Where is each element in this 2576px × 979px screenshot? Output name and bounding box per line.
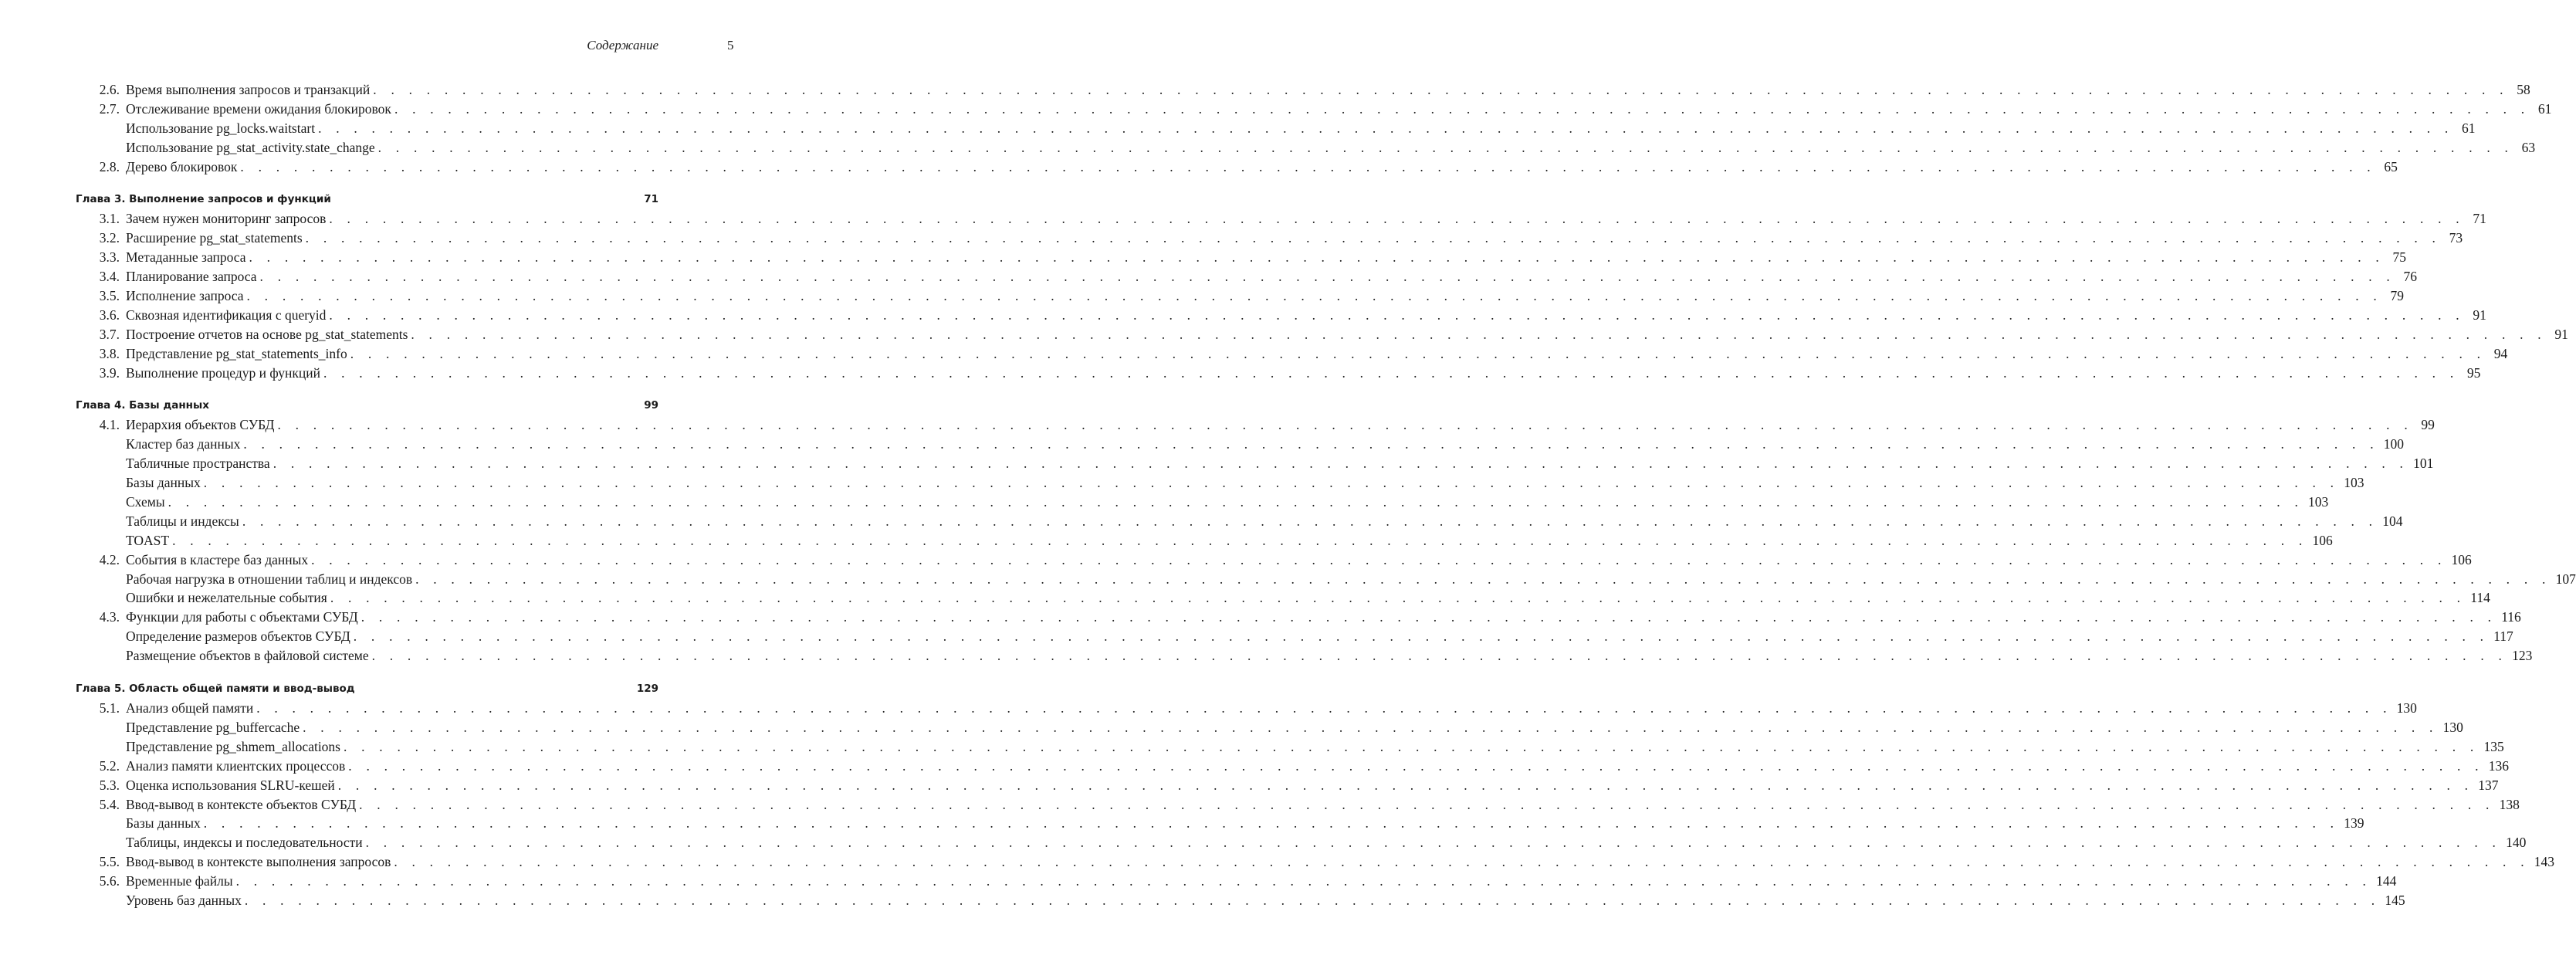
section-number: 3.8. xyxy=(99,345,120,361)
section-page: 106 xyxy=(2451,551,2472,567)
section-title: Определение размеров объектов СУБД xyxy=(126,628,350,645)
dot-leader: . . . . . . . . . . . . . . . . . . . . . . . . . . . . . . . . . . . . . . . . . . . . . . . . . . . . . . . . . . . . . . . . . . . . . . . . . . . . . . . . . . . . . . . . . . . . . . . . . . . . . . . . . . . . . . . . . . . . . . . . xyxy=(415,571,2551,587)
section-page: 139 xyxy=(2344,815,2364,832)
section-page: 76 xyxy=(2403,269,2417,285)
chapter-title: Глава 3. Выполнение запросов и функций xyxy=(76,193,331,206)
dot-leader: . . . . . . . . . . . . . . . . . . . . . . . . . . . . . . . . . . . . . . . . . . . . . . . . . . . . . . . . . . . . . . . . . . . . . . . . . . . . . . . . . . . . . . . . . . . . . . . . . . . . . . . . . . . . . . . . . . . . . . . . xyxy=(344,738,2480,754)
dot-leader: . . . . . . . . . . . . . . . . . . . . . . . . . . . . . . . . . . . . . . . . . . . . . . . . . . . . . . . . . . . . . . . . . . . . . . . . . . . . . . . . . . . . . . . . . . . . . . . . . . . . . . . . . . . . . . . . . . . . . . . . xyxy=(240,158,2376,174)
section-title: Дерево блокировок xyxy=(126,158,238,174)
toc-entry[interactable] xyxy=(76,415,2435,435)
section-number: 4.2. xyxy=(99,551,120,567)
toc-entry[interactable] xyxy=(76,852,2555,872)
section-title: Схемы xyxy=(126,494,165,510)
dot-leader: . . . . . . . . . . . . . . . . . . . . . . . . . . . . . . . . . . . . . . . . . . . . . . . . . . . . . . . . . . . . . . . . . . . . . . . . . . . . . . . . . . . . . . . . . . . . . . . . . . . . . . . . . . . . . . . . . . . . . . . . xyxy=(359,796,2495,812)
toc-entry[interactable] xyxy=(76,550,2472,570)
section-number: 5.5. xyxy=(99,854,120,870)
section-page: 103 xyxy=(2308,494,2329,510)
section-title: Иерархия объектов СУБД xyxy=(126,417,275,433)
section-title: Расширение pg_stat_statements xyxy=(126,230,303,246)
dot-leader: . . . . . . . . . . . . . . . . . . . . . . . . . . . . . . . . . . . . . . . . . . . . . . . . . . . . . . . . . . . . . . . . . . . . . . . . . . . . . . . . . . . . . . . . . . . . . . . . . . . . . . . . . . . . . . . . . . . . . . . . xyxy=(203,475,2340,491)
section-title: Использование pg_stat_activity.state_change xyxy=(126,139,375,155)
dot-leader: . . . . . . . . . . . . . . . . . . . . . . . . . . . . . . . . . . . . . . . . . . . . . . . . . . . . . . . . . . . . . . . . . . . . . . . . . . . . . . . . . . . . . . . . . . . . . . . . . . . . . . . . . . . . . . . . . . . . . . . . xyxy=(244,892,2381,908)
toc-entry[interactable] xyxy=(76,512,2403,531)
toc-section xyxy=(76,190,2568,382)
section-title: Сквозная идентификация с queryid xyxy=(126,307,327,323)
section-number: 3.6. xyxy=(99,307,120,323)
section-number xyxy=(76,737,126,757)
toc-entry[interactable] xyxy=(76,570,2576,589)
section-page: 137 xyxy=(2478,777,2499,793)
section-title: Время выполнения запросов и транзакций xyxy=(126,82,371,97)
section-page: 136 xyxy=(2488,757,2509,774)
section-title: Выполнение процедур и функций xyxy=(126,364,320,381)
section-number xyxy=(76,891,126,910)
toc-entry[interactable] xyxy=(76,718,2463,737)
toc-entry[interactable] xyxy=(76,306,2486,325)
toc-entry[interactable] xyxy=(76,138,2536,158)
dot-leader: . . . . . . . . . . . . . . . . . . . . . . . . . . . . . . . . . . . . . . . . . . . . . . . . . . . . . . . . . . . . . . . . . . . . . . . . . . . . . . . . . . . . . . . . . . . . . . . . . . . . . . . . . . . . . . . . . . . . . . . . xyxy=(311,551,2447,567)
section-title: TOAST xyxy=(126,532,170,548)
toc-entry[interactable] xyxy=(76,776,2499,795)
section-page: 61 xyxy=(2537,100,2552,117)
chapter-page: 99 xyxy=(644,399,658,412)
section-number xyxy=(76,454,126,473)
section-title: Метаданные запроса xyxy=(126,249,246,266)
dot-leader: . . . . . . . . . . . . . . . . . . . . . . . . . . . . . . . . . . . . . . . . . . . . . . . . . . . . . . . . . . . . . . . . . . . . . . . . . . . . . . . . . . . . . . . . . . . . . . . . . . . . . . . . . . . . . . . . . . . . . . . . xyxy=(361,609,2497,625)
dot-leader: . . . . . . . . . . . . . . . . . . . . . . . . . . . . . . . . . . . . . . . . . . . . . . . . . . . . . . . . . . . . . . . . . . . . . . . . . . . . . . . . . . . . . . . . . . . . . . . . . . . . . . . . . . . . . . . . . . . . . . . . xyxy=(329,211,2465,227)
section-page: 107 xyxy=(2555,571,2576,587)
chapter-page: 129 xyxy=(636,683,658,696)
toc-entry[interactable] xyxy=(76,608,2521,627)
chapter-heading[interactable] xyxy=(76,396,658,415)
dot-leader: . . . . . . . . . . . . . . . . . . . . . . . . . . . . . . . . . . . . . . . . . . . . . . . . . . . . . . . . . . . . . . . . . . . . . . . . . . . . . . . . . . . . . . . . . . . . . . . . . . . . . . . . . . . . . . . . . . . . . . . . xyxy=(348,757,2484,774)
toc-entry[interactable] xyxy=(76,473,2364,493)
toc-entry[interactable] xyxy=(76,119,2476,138)
section-title: Базы данных xyxy=(126,815,201,832)
section-page: 116 xyxy=(2501,609,2521,625)
section-title: Таблицы, индексы и последовательности xyxy=(126,835,363,851)
dot-leader: . . . . . . . . . . . . . . . . . . . . . . . . . . . . . . . . . . . . . . . . . . . . . . . . . . . . . . . . . . . . . . . . . . . . . . . . . . . . . . . . . . . . . . . . . . . . . . . . . . . . . . . . . . . . . . . . . . . . . . . . xyxy=(249,249,2385,266)
dot-leader: . . . . . . . . . . . . . . . . . . . . . . . . . . . . . . . . . . . . . . . . . . . . . . . . . . . . . . . . . . . . . . . . . . . . . . . . . . . . . . . . . . . . . . . . . . . . . . . . . . . . . . . . . . . . . . . . . . . . . . . . xyxy=(365,835,2502,851)
toc-entry[interactable] xyxy=(76,795,2520,815)
section-page: 71 xyxy=(2473,211,2486,227)
dot-leader: . . . . . . . . . . . . . . . . . . . . . . . . . . . . . . . . . . . . . . . . . . . . . . . . . . . . . . . . . . . . . . . . . . . . . . . . . . . . . . . . . . . . . . . . . . . . . . . . . . . . . . . . . . . . . . . . . . . . . . . . xyxy=(246,288,2382,304)
toc-entry[interactable] xyxy=(76,248,2406,267)
table-of-contents xyxy=(76,80,2576,910)
dot-leader: . . . . . . . . . . . . . . . . . . . . . . . . . . . . . . . . . . . . . . . . . . . . . . . . . . . . . . . . . . . . . . . . . . . . . . . . . . . . . . . . . . . . . . . . . . . . . . . . . . . . . . . . . . . . . . . . . . . . . . . . xyxy=(277,417,2413,433)
section-number xyxy=(76,435,126,454)
toc-entry[interactable] xyxy=(76,493,2329,512)
toc-entry[interactable] xyxy=(76,814,2364,833)
dot-leader: . . . . . . . . . . . . . . . . . . . . . . . . . . . . . . . . . . . . . . . . . . . . . . . . . . . . . . . . . . . . . . . . . . . . . . . . . . . . . . . . . . . . . . . . . . . . . . . . . . . . . . . . . . . . . . . . . . . . . . . . xyxy=(242,513,2378,529)
section-page: 63 xyxy=(2521,139,2536,155)
section-page: 61 xyxy=(2462,120,2476,136)
toc-entry[interactable] xyxy=(76,344,2508,364)
dot-leader: . . . . . . . . . . . . . . . . . . . . . . . . . . . . . . . . . . . . . . . . . . . . . . . . . . . . . . . . . . . . . . . . . . . . . . . . . . . . . . . . . . . . . . . . . . . . . . . . . . . . . . . . . . . . . . . . . . . . . . . . xyxy=(168,494,2304,510)
section-page: 91 xyxy=(2473,307,2486,323)
section-page: 140 xyxy=(2506,835,2527,851)
section-number xyxy=(76,119,126,138)
section-number: 2.8. xyxy=(99,158,120,174)
section-number xyxy=(76,833,126,852)
toc-entry[interactable] xyxy=(76,646,2533,666)
section-title: Ввод-вывод в контексте выполнения запросов xyxy=(126,854,391,870)
toc-entry[interactable] xyxy=(76,757,2509,776)
dot-leader: . . . . . . . . . . . . . . . . . . . . . . . . . . . . . . . . . . . . . . . . . . . . . . . . . . . . . . . . . . . . . . . . . . . . . . . . . . . . . . . . . . . . . . . . . . . . . . . . . . . . . . . . . . . . . . . . . . . . . . . . xyxy=(203,815,2340,832)
toc-entry[interactable] xyxy=(76,158,2398,177)
section-title: Использование pg_locks.waitstart xyxy=(126,120,316,136)
dot-leader: . . . . . . . . . . . . . . . . . . . . . . . . . . . . . . . . . . . . . . . . . . . . . . . . . . . . . . . . . . . . . . . . . . . . . . . . . . . . . . . . . . . . . . . . . . . . . . . . . . . . . . . . . . . . . . . . . . . . . . . . xyxy=(305,230,2442,246)
section-title: Планирование запроса xyxy=(126,269,257,285)
section-title: Представление pg_stat_statements_info xyxy=(126,345,347,361)
section-number: 5.2. xyxy=(99,757,120,774)
section-page: 144 xyxy=(2376,873,2397,889)
section-page: 95 xyxy=(2466,364,2481,381)
section-title: Оценка использования SLRU-кешей xyxy=(126,777,335,793)
toc-entry[interactable] xyxy=(76,588,2490,608)
toc-entry[interactable] xyxy=(76,100,2552,119)
section-number xyxy=(76,718,126,737)
section-number xyxy=(76,588,126,608)
toc-entry[interactable] xyxy=(76,531,2333,550)
section-title: Кластер баз данных xyxy=(126,436,241,452)
section-title: Табличные пространства xyxy=(126,456,270,472)
section-page: 58 xyxy=(2517,82,2530,97)
toc-entry[interactable] xyxy=(76,435,2405,454)
section-number xyxy=(76,473,126,493)
section-number: 3.4. xyxy=(99,269,120,285)
section-number: 2.7. xyxy=(99,100,120,117)
section-number xyxy=(76,493,126,512)
section-title: Представление pg_shmem_allocations xyxy=(126,738,340,754)
section-title: Анализ памяти клиентских процессов xyxy=(126,757,346,774)
section-page: 130 xyxy=(2442,719,2463,735)
section-title: Таблицы и индексы xyxy=(126,513,239,529)
section-title: Исполнение запроса xyxy=(126,288,244,304)
section-page: 94 xyxy=(2493,345,2508,361)
dot-leader: . . . . . . . . . . . . . . . . . . . . . . . . . . . . . . . . . . . . . . . . . . . . . . . . . . . . . . . . . . . . . . . . . . . . . . . . . . . . . . . . . . . . . . . . . . . . . . . . . . . . . . . . . . . . . . . . . . . . . . . . xyxy=(394,854,2530,870)
toc-entry[interactable] xyxy=(76,833,2527,852)
toc-entry[interactable] xyxy=(76,229,2463,248)
chapter-heading[interactable] xyxy=(76,190,658,209)
section-page: 104 xyxy=(2382,513,2403,529)
section-number xyxy=(76,570,126,589)
section-number: 4.3. xyxy=(99,609,120,625)
section-page: 75 xyxy=(2392,249,2406,266)
section-title: Функции для работы с объектами СУБД xyxy=(126,609,358,625)
section-page: 100 xyxy=(2383,436,2405,452)
dot-leader: . . . . . . . . . . . . . . . . . . . . . . . . . . . . . . . . . . . . . . . . . . . . . . . . . . . . . . . . . . . . . . . . . . . . . . . . . . . . . . . . . . . . . . . . . . . . . . . . . . . . . . . . . . . . . . . . . . . . . . . . xyxy=(373,82,2509,97)
dot-leader: . . . . . . . . . . . . . . . . . . . . . . . . . . . . . . . . . . . . . . . . . . . . . . . . . . . . . . . . . . . . . . . . . . . . . . . . . . . . . . . . . . . . . . . . . . . . . . . . . . . . . . . . . . . . . . . . . . . . . . . . xyxy=(243,436,2379,452)
toc-entry[interactable] xyxy=(76,699,2417,718)
section-page: 138 xyxy=(2499,796,2520,812)
section-title: Размещение объектов в файловой системе xyxy=(126,648,369,664)
dot-leader: . . . . . . . . . . . . . . . . . . . . . . . . . . . . . . . . . . . . . . . . . . . . . . . . . . . . . . . . . . . . . . . . . . . . . . . . . . . . . . . . . . . . . . . . . . . . . . . . . . . . . . . . . . . . . . . . . . . . . . . . xyxy=(337,777,2474,793)
section-title: События в кластере баз данных xyxy=(126,551,309,567)
section-number: 5.3. xyxy=(99,777,120,793)
toc-entry[interactable] xyxy=(76,80,2530,100)
dot-leader: . . . . . . . . . . . . . . . . . . . . . . . . . . . . . . . . . . . . . . . . . . . . . . . . . . . . . . . . . . . . . . . . . . . . . . . . . . . . . . . . . . . . . . . . . . . . . . . . . . . . . . . . . . . . . . . . . . . . . . . . xyxy=(377,139,2514,155)
section-number xyxy=(76,531,126,550)
toc-section xyxy=(76,396,2576,666)
section-page: 130 xyxy=(2396,700,2417,716)
dot-leader: . . . . . . . . . . . . . . . . . . . . . . . . . . . . . . . . . . . . . . . . . . . . . . . . . . . . . . . . . . . . . . . . . . . . . . . . . . . . . . . . . . . . . . . . . . . . . . . . . . . . . . . . . . . . . . . . . . . . . . . . xyxy=(394,100,2530,117)
dot-leader: . . . . . . . . . . . . . . . . . . . . . . . . . . . . . . . . . . . . . . . . . . . . . . . . . . . . . . . . . . . . . . . . . . . . . . . . . . . . . . . . . . . . . . . . . . . . . . . . . . . . . . . . . . . . . . . . . . . . . . . . xyxy=(272,456,2409,472)
section-title: Временные файлы xyxy=(126,873,233,889)
section-title: Уровень баз данных xyxy=(126,892,242,908)
section-page: 114 xyxy=(2470,590,2490,606)
dot-leader: . . . . . . . . . . . . . . . . . . . . . . . . . . . . . . . . . . . . . . . . . . . . . . . . . . . . . . . . . . . . . . . . . . . . . . . . . . . . . . . . . . . . . . . . . . . . . . . . . . . . . . . . . . . . . . . . . . . . . . . . xyxy=(303,719,2439,735)
dot-leader: . . . . . . . . . . . . . . . . . . . . . . . . . . . . . . . . . . . . . . . . . . . . . . . . . . . . . . . . . . . . . . . . . . . . . . . . . . . . . . . . . . . . . . . . . . . . . . . . . . . . . . . . . . . . . . . . . . . . . . . . xyxy=(353,628,2490,645)
toc-entry[interactable] xyxy=(76,286,2404,306)
section-number: 2.6. xyxy=(99,82,120,97)
dot-leader: . . . . . . . . . . . . . . . . . . . . . . . . . . . . . . . . . . . . . . . . . . . . . . . . . . . . . . . . . . . . . . . . . . . . . . . . . . . . . . . . . . . . . . . . . . . . . . . . . . . . . . . . . . . . . . . . . . . . . . . . xyxy=(330,590,2466,606)
dot-leader: . . . . . . . . . . . . . . . . . . . . . . . . . . . . . . . . . . . . . . . . . . . . . . . . . . . . . . . . . . . . . . . . . . . . . . . . . . . . . . . . . . . . . . . . . . . . . . . . . . . . . . . . . . . . . . . . . . . . . . . . xyxy=(323,364,2459,381)
chapter-title: Глава 5. Область общей памяти и ввод-вывод xyxy=(76,683,355,696)
section-number: 5.6. xyxy=(99,873,120,889)
section-number: 3.9. xyxy=(99,364,120,381)
dot-leader: . . . . . . . . . . . . . . . . . . . . . . . . . . . . . . . . . . . . . . . . . . . . . . . . . . . . . . . . . . . . . . . . . . . . . . . . . . . . . . . . . . . . . . . . . . . . . . . . . . . . . . . . . . . . . . . . . . . . . . . . xyxy=(172,532,2308,548)
section-title: Представление pg_buffercache xyxy=(126,719,300,735)
page-number: 5 xyxy=(727,38,734,53)
dot-leader: . . . . . . . . . . . . . . . . . . . . . . . . . . . . . . . . . . . . . . . . . . . . . . . . . . . . . . . . . . . . . . . . . . . . . . . . . . . . . . . . . . . . . . . . . . . . . . . . . . . . . . . . . . . . . . . . . . . . . . . . xyxy=(235,873,2372,889)
toc-entry[interactable] xyxy=(76,737,2504,757)
dot-leader: . . . . . . . . . . . . . . . . . . . . . . . . . . . . . . . . . . . . . . . . . . . . . . . . . . . . . . . . . . . . . . . . . . . . . . . . . . . . . . . . . . . . . . . . . . . . . . . . . . . . . . . . . . . . . . . . . . . . . . . . xyxy=(259,269,2395,285)
toc-entry[interactable] xyxy=(76,627,2513,646)
toc-entry[interactable] xyxy=(76,325,2568,344)
toc-entry[interactable] xyxy=(76,454,2434,473)
section-number xyxy=(76,138,126,158)
section-page: 99 xyxy=(2421,417,2435,433)
toc-entry[interactable] xyxy=(76,209,2486,229)
section-title: Построение отчетов на основе pg_stat_statements xyxy=(126,326,408,342)
section-title: Зачем нужен мониторинг запросов xyxy=(126,211,327,227)
chapter-heading[interactable] xyxy=(76,679,658,699)
running-header-title: Содержание xyxy=(587,38,658,53)
section-number: 4.1. xyxy=(99,417,120,433)
section-number: 3.2. xyxy=(99,230,120,246)
section-number: 5.1. xyxy=(99,700,120,716)
section-number xyxy=(76,627,126,646)
section-page: 91 xyxy=(2554,326,2568,342)
section-number: 3.3. xyxy=(99,249,120,266)
section-number xyxy=(76,646,126,666)
section-title: Анализ общей памяти xyxy=(126,700,254,716)
section-number xyxy=(76,814,126,833)
section-title: Рабочая нагрузка в отношении таблиц и индексов xyxy=(126,571,413,587)
section-page: 103 xyxy=(2344,475,2364,491)
toc-entry[interactable] xyxy=(76,891,2405,910)
section-title: Ввод-вывод в контексте объектов СУБД xyxy=(126,796,357,812)
section-page: 145 xyxy=(2385,892,2405,908)
section-page: 79 xyxy=(2390,288,2404,304)
section-page: 106 xyxy=(2312,532,2333,548)
dot-leader: . . . . . . . . . . . . . . . . . . . . . . . . . . . . . . . . . . . . . . . . . . . . . . . . . . . . . . . . . . . . . . . . . . . . . . . . . . . . . . . . . . . . . . . . . . . . . . . . . . . . . . . . . . . . . . . . . . . . . . . . xyxy=(411,326,2547,342)
section-number: 3.5. xyxy=(99,288,120,304)
section-number: 3.1. xyxy=(99,211,120,227)
dot-leader: . . . . . . . . . . . . . . . . . . . . . . . . . . . . . . . . . . . . . . . . . . . . . . . . . . . . . . . . . . . . . . . . . . . . . . . . . . . . . . . . . . . . . . . . . . . . . . . . . . . . . . . . . . . . . . . . . . . . . . . . xyxy=(329,307,2465,323)
toc-entry[interactable] xyxy=(76,872,2397,891)
section-page: 101 xyxy=(2413,456,2434,472)
section-number: 3.7. xyxy=(99,326,120,342)
dot-leader: . . . . . . . . . . . . . . . . . . . . . . . . . . . . . . . . . . . . . . . . . . . . . . . . . . . . . . . . . . . . . . . . . . . . . . . . . . . . . . . . . . . . . . . . . . . . . . . . . . . . . . . . . . . . . . . . . . . . . . . . xyxy=(371,648,2508,664)
chapter-title: Глава 4. Базы данных xyxy=(76,399,209,412)
dot-leader: . . . . . . . . . . . . . . . . . . . . . . . . . . . . . . . . . . . . . . . . . . . . . . . . . . . . . . . . . . . . . . . . . . . . . . . . . . . . . . . . . . . . . . . . . . . . . . . . . . . . . . . . . . . . . . . . . . . . . . . . xyxy=(256,700,2392,716)
section-number: 5.4. xyxy=(99,796,120,812)
dot-leader: . . . . . . . . . . . . . . . . . . . . . . . . . . . . . . . . . . . . . . . . . . . . . . . . . . . . . . . . . . . . . . . . . . . . . . . . . . . . . . . . . . . . . . . . . . . . . . . . . . . . . . . . . . . . . . . . . . . . . . . . xyxy=(350,345,2486,361)
section-title: Ошибки и нежелательные события xyxy=(126,590,327,606)
section-page: 65 xyxy=(2384,158,2398,174)
dot-leader: . . . . . . . . . . . . . . . . . . . . . . . . . . . . . . . . . . . . . . . . . . . . . . . . . . . . . . . . . . . . . . . . . . . . . . . . . . . . . . . . . . . . . . . . . . . . . . . . . . . . . . . . . . . . . . . . . . . . . . . . xyxy=(318,120,2454,136)
section-page: 117 xyxy=(2493,628,2513,645)
toc-section xyxy=(76,679,2555,910)
section-page: 135 xyxy=(2483,738,2504,754)
section-page: 123 xyxy=(2512,648,2533,664)
section-title: Базы данных xyxy=(126,475,201,491)
toc-entry[interactable] xyxy=(76,267,2417,286)
chapter-page: 71 xyxy=(644,193,658,206)
toc-entry[interactable] xyxy=(76,364,2481,383)
section-title: Отслеживание времени ожидания блокировок xyxy=(126,100,391,117)
section-page: 73 xyxy=(2449,230,2463,246)
section-page: 143 xyxy=(2534,854,2555,870)
toc-section xyxy=(76,80,2552,176)
section-number xyxy=(76,512,126,531)
